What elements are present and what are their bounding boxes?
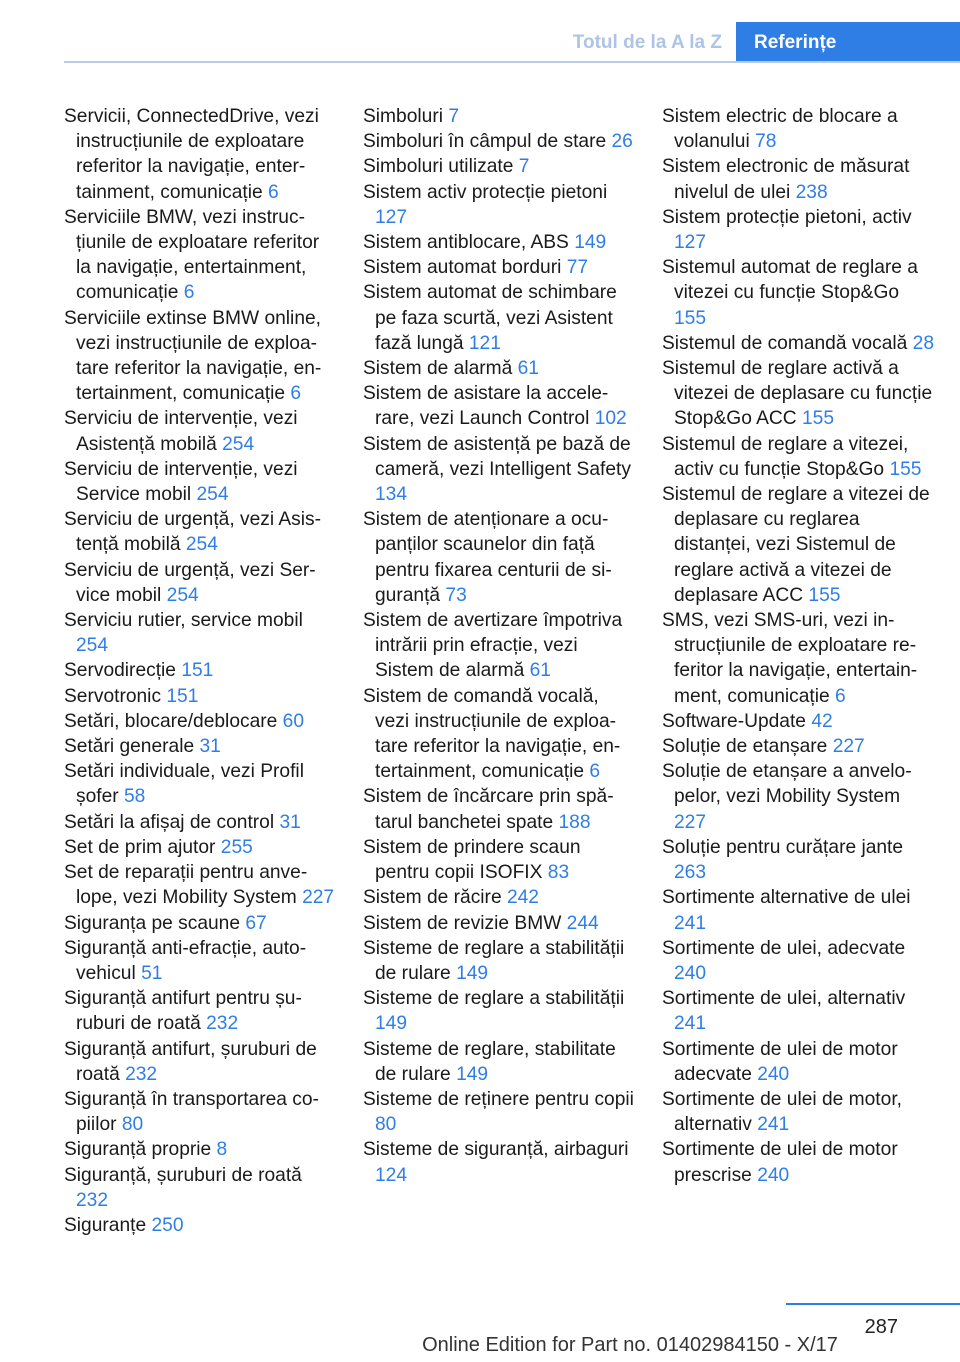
index-entry bbox=[64, 306, 336, 407]
index-entry bbox=[363, 784, 635, 834]
index-entry bbox=[64, 406, 336, 456]
index-entry-text: Set de prim ajutor bbox=[64, 836, 216, 858]
index-entry bbox=[64, 558, 336, 608]
index-page-link[interactable]: 263 bbox=[674, 862, 707, 884]
index-entry bbox=[662, 154, 934, 204]
index-entry bbox=[363, 381, 635, 431]
index-entry bbox=[64, 810, 336, 835]
index-column-2 bbox=[363, 104, 635, 1188]
section-title: Totul de la A la Z bbox=[572, 32, 722, 53]
index-entry bbox=[363, 356, 635, 381]
index-entry bbox=[662, 936, 934, 986]
index-entry bbox=[64, 936, 336, 986]
index-entry bbox=[363, 1137, 635, 1187]
index-page-link[interactable]: 155 bbox=[674, 307, 707, 329]
index-entry-text: Sistemul automat de reglare a vitezei cu funcție Stop&Go bbox=[662, 257, 918, 304]
index-entry-text: Serviciu rutier, service mobil bbox=[64, 610, 303, 632]
index-page-link[interactable]: 6 bbox=[589, 761, 601, 783]
index-page-link[interactable]: 238 bbox=[795, 181, 828, 203]
index-entry-text: Sistem de revizie BMW bbox=[363, 912, 562, 934]
index-page-link[interactable]: 240 bbox=[757, 1164, 790, 1186]
index-page-link[interactable]: 151 bbox=[181, 660, 214, 682]
index-entry bbox=[363, 255, 635, 280]
index-entry bbox=[64, 205, 336, 306]
index-page-link[interactable]: 254 bbox=[222, 433, 255, 455]
index-entry bbox=[64, 911, 336, 936]
index-entry bbox=[64, 1213, 336, 1238]
index-entry-text: Siguranță antifurt, șuruburi de roată bbox=[64, 1038, 317, 1085]
index-entry-text: Simboluri utilizate bbox=[363, 156, 514, 178]
index-entry-text: Sortimente de ulei, alternativ bbox=[662, 988, 906, 1010]
index-page-link[interactable]: 127 bbox=[375, 206, 408, 228]
index-entry bbox=[662, 608, 934, 709]
index-entry-text: Siguranță antifurt pentru șuruburi de roată bbox=[64, 988, 302, 1035]
index-page-link[interactable]: 240 bbox=[674, 962, 707, 984]
index-page-link[interactable]: 6 bbox=[835, 685, 846, 707]
index-page-link[interactable]: 244 bbox=[566, 912, 599, 934]
index-entry bbox=[64, 1087, 336, 1137]
index-entry bbox=[662, 885, 934, 935]
index-entry bbox=[662, 482, 934, 608]
index-entry-text: Sistemul de comandă vocală bbox=[662, 332, 908, 354]
index-entry bbox=[363, 986, 635, 1036]
index-page-link[interactable]: 127 bbox=[674, 232, 707, 254]
index-page-link[interactable]: 149 bbox=[574, 232, 607, 254]
index-entry-text: Soluție de etanșare a anvelopelor, vezi Mobility System bbox=[662, 761, 912, 808]
index-page-link[interactable]: 134 bbox=[375, 484, 408, 506]
index-page-link[interactable]: 78 bbox=[755, 131, 777, 153]
index-page-link[interactable]: 51 bbox=[141, 962, 163, 984]
index-entry bbox=[363, 1037, 635, 1087]
index-column-3 bbox=[662, 104, 934, 1188]
index-page-link[interactable]: 254 bbox=[196, 484, 229, 506]
index-entry-text: Serviciile extinse BMW online, vezi instrucțiunile de exploatare referitor la navigație, entertainment, comunicație bbox=[64, 307, 322, 405]
index-entry-text: Sistem electronic de măsurat nivelul de ulei bbox=[662, 156, 910, 203]
index-entry-text: Setări, blocare/deblocare bbox=[64, 710, 278, 732]
index-entry-text: Sortimente alternative de ulei bbox=[662, 887, 911, 909]
index-page-link[interactable]: 26 bbox=[611, 131, 633, 153]
index-entry-text: Servotronic bbox=[64, 685, 162, 707]
index-entry bbox=[662, 759, 934, 835]
index-entry bbox=[64, 1037, 336, 1087]
index-entry-text: Set de reparații pentru anvelope, vezi Mobility System bbox=[64, 862, 308, 909]
index-entry-text: Servodirecție bbox=[64, 660, 176, 682]
index-entry bbox=[363, 1087, 635, 1137]
index-page-link[interactable]: 250 bbox=[151, 1214, 184, 1236]
index-entry-text: Siguranța pe scaune bbox=[64, 912, 241, 934]
index-entry bbox=[363, 885, 635, 910]
index-page-link[interactable]: 42 bbox=[811, 710, 833, 732]
index-page-link[interactable]: 188 bbox=[558, 811, 591, 833]
index-entry-text: Serviciu de urgență, vezi Asistență mobilă bbox=[64, 509, 322, 556]
index-page-link[interactable]: 149 bbox=[375, 1013, 408, 1035]
index-entry-text: Sistem de prindere scaun pentru copii ISOFIX bbox=[363, 836, 581, 884]
index-entry-text: Simboluri bbox=[363, 106, 443, 127]
index-entry-text: Sortimente de ulei, adecvate bbox=[662, 937, 906, 959]
index-entry bbox=[363, 684, 635, 785]
index-page-link[interactable]: 232 bbox=[206, 1013, 239, 1035]
index-entry bbox=[363, 104, 635, 129]
index-entry bbox=[662, 255, 934, 331]
index-entry bbox=[363, 154, 635, 179]
index-page-link[interactable]: 61 bbox=[529, 660, 551, 682]
index-page-link[interactable]: 102 bbox=[594, 408, 627, 430]
index-entry-text: Sistemul de reglare a vitezei, activ cu funcție Stop&Go bbox=[662, 433, 909, 480]
index-entry-text: Servicii, ConnectedDrive, vezi instrucțiunile de exploatare referitor la navigație, entertainment, comunicație bbox=[64, 106, 319, 203]
index-page-link[interactable]: 241 bbox=[757, 1114, 790, 1136]
index-page-link[interactable]: 73 bbox=[445, 584, 467, 606]
index-entry-text: Sortimente de ulei de motor prescrise bbox=[662, 1139, 898, 1186]
index-entry-text: Soluție de etanșare bbox=[662, 736, 828, 758]
index-entry bbox=[64, 860, 336, 910]
index-entry bbox=[64, 608, 336, 658]
index-entry bbox=[64, 658, 336, 683]
index-page-link[interactable]: 149 bbox=[456, 1063, 489, 1085]
index-entry-text: Sisteme de siguranță, airbaguri bbox=[363, 1139, 629, 1161]
index-entry-text: Sistemul de reglare activă a vitezei de deplasare cu funcție Stop&Go ACC bbox=[662, 358, 933, 430]
index-entry bbox=[363, 608, 635, 684]
index-entry-text: Simboluri în câmpul de stare bbox=[363, 131, 607, 153]
index-page-link[interactable]: 254 bbox=[185, 534, 218, 556]
index-page-link[interactable]: 254 bbox=[76, 635, 109, 657]
index-entry bbox=[64, 507, 336, 557]
index-entry bbox=[363, 129, 635, 154]
index-entry-text: Sistem de atenționare a ocupanților scaunelor din față pentru fixarea centurii de siguranță bbox=[363, 509, 612, 606]
index-page-link[interactable]: 58 bbox=[124, 786, 146, 808]
index-entry-text: Sistem automat de schimbare pe faza scurtă, vezi Asistent fază lungă bbox=[363, 282, 617, 354]
index-entry bbox=[662, 835, 934, 885]
index-entry-text: Sistem de alarmă bbox=[363, 358, 513, 380]
index-entry bbox=[662, 1087, 934, 1137]
index-entry-text: Sistem automat borduri bbox=[363, 257, 562, 279]
index-entry-text: Sistem de asistare la accelerare, vezi Launch Control bbox=[363, 383, 609, 430]
index-entry-text: Software-Update bbox=[662, 710, 806, 732]
index-page-link[interactable]: 67 bbox=[245, 912, 267, 934]
index-page-link[interactable]: 60 bbox=[282, 710, 305, 732]
index-entry-text: Setări la afișaj de control bbox=[64, 811, 275, 833]
index-page-link[interactable]: 31 bbox=[279, 811, 301, 833]
index-entry bbox=[64, 1137, 336, 1162]
index-page-link[interactable]: 241 bbox=[674, 1013, 707, 1035]
index-entry bbox=[363, 432, 635, 508]
index-entry bbox=[662, 734, 934, 759]
index-page-link[interactable]: 151 bbox=[166, 685, 199, 707]
index-page-link[interactable]: 227 bbox=[674, 811, 707, 833]
index-entry-text: Soluție pentru curățare jante bbox=[662, 836, 904, 858]
index-entry-text: Sistem protecție pietoni, activ bbox=[662, 206, 912, 228]
index-column-1 bbox=[64, 104, 336, 1238]
index-entry-text: Sisteme de reglare a stabilității bbox=[363, 988, 625, 1010]
index-page-link[interactable]: 124 bbox=[375, 1164, 408, 1186]
index-entry-text: Sistem de comandă vocală, vezi instrucțiunile de exploatare referitor la navigație, entertainment, comunicație bbox=[363, 685, 621, 783]
index-entry bbox=[363, 230, 635, 255]
index-page-link[interactable]: 242 bbox=[506, 887, 539, 909]
index-entry bbox=[64, 835, 336, 860]
index-entry-text: Sistem activ protecție pietoni bbox=[363, 181, 608, 203]
index-entry bbox=[662, 986, 934, 1036]
index-entry-text: Setări individuale, vezi Profil șofer bbox=[64, 761, 304, 808]
index-entry-text: Sortimente de ulei de motor adecvate bbox=[662, 1038, 898, 1085]
index-entry bbox=[64, 1163, 336, 1213]
index-page-link[interactable]: 7 bbox=[518, 156, 530, 178]
index-entry bbox=[662, 432, 934, 482]
index-page-link[interactable]: 255 bbox=[220, 836, 253, 858]
index-entry bbox=[64, 104, 336, 205]
index-entry bbox=[662, 331, 934, 356]
index-page-link[interactable]: 149 bbox=[456, 962, 489, 984]
index-entry bbox=[64, 684, 336, 709]
index-entry-text: Sistem electric de blocare a volanului bbox=[662, 106, 898, 153]
index-entry bbox=[363, 507, 635, 608]
page-number: 287 bbox=[864, 1316, 898, 1338]
index-entry bbox=[363, 280, 635, 356]
index-entry-text: Sortimente de ulei de motor, alternativ bbox=[662, 1088, 902, 1136]
index-entry bbox=[64, 986, 336, 1036]
index-entry bbox=[662, 205, 934, 255]
index-page-link[interactable]: 80 bbox=[375, 1114, 397, 1136]
index-page-link[interactable]: 83 bbox=[547, 862, 570, 884]
index-entry-text: Setări generale bbox=[64, 736, 195, 758]
page-header bbox=[0, 0, 960, 64]
section-tab-referinte: Referințe bbox=[736, 22, 960, 63]
index-entry bbox=[64, 734, 336, 759]
index-page-link[interactable]: 8 bbox=[216, 1139, 228, 1161]
index-entry-text: Sistem de răcire bbox=[363, 887, 502, 909]
index-entry-text: Serviciile BMW, vezi instrucțiunile de exploatare referitor la navigație, entertainment, comunicație bbox=[64, 206, 320, 304]
index-entry bbox=[662, 1137, 934, 1187]
index-entry-text: Siguranță proprie bbox=[64, 1139, 212, 1161]
index-entry-text: Sistemul de reglare a vitezei de deplasare cu reglarea distanței, vezi Sistemul de reglare activă a vitezei de deplasare ACC bbox=[662, 484, 930, 606]
index-entry-text: Sistem antiblocare, ABS bbox=[363, 232, 569, 254]
index-entry-text: Serviciu de intervenție, vezi Asistență mobilă bbox=[64, 408, 298, 455]
footer-edition: Online Edition for Part no. 01402984150 - X/17 bbox=[422, 1334, 838, 1356]
index-entry-text: Siguranțe bbox=[64, 1214, 147, 1236]
index-entry-text: Sistem de asistență pe bază de cameră, vezi Intelligent Safety bbox=[363, 433, 631, 480]
index-entry-text: Serviciu de intervenție, vezi Service mobil bbox=[64, 458, 298, 506]
index-entry-text: Sisteme de reglare a stabilității de rulare bbox=[363, 937, 625, 984]
index-page-link[interactable]: 77 bbox=[566, 257, 589, 279]
index-page-link[interactable]: 6 bbox=[267, 181, 279, 203]
index-entry-text: SMS, vezi SMS-uri, vezi instrucțiunile de exploatare referitor la navigație, entertainment, comunicație bbox=[662, 610, 918, 707]
index-page-link[interactable]: 61 bbox=[517, 358, 539, 380]
index-page-link[interactable]: 80 bbox=[121, 1114, 144, 1136]
index-entry bbox=[64, 709, 336, 734]
index-entry-text: Serviciu de urgență, vezi Service mobil bbox=[64, 559, 316, 606]
index-entry bbox=[363, 936, 635, 986]
index-page-link[interactable]: 155 bbox=[808, 584, 841, 606]
index-page-link[interactable]: 31 bbox=[199, 736, 221, 758]
index-page-link[interactable]: 227 bbox=[832, 736, 865, 758]
index-page-link[interactable]: 28 bbox=[912, 332, 934, 354]
index-entry bbox=[363, 835, 635, 885]
index-page-link[interactable]: 7 bbox=[448, 106, 459, 127]
index-entry bbox=[662, 709, 934, 734]
index-entry bbox=[662, 356, 934, 432]
index-entry-text: Sisteme de reținere pentru copii bbox=[363, 1088, 634, 1110]
index-entry-text: Siguranță în transportarea copiilor bbox=[64, 1088, 319, 1136]
index-entry bbox=[662, 1037, 934, 1087]
index-page-link[interactable]: 254 bbox=[166, 584, 199, 606]
index-page-link[interactable]: 232 bbox=[76, 1189, 109, 1211]
index-page-link[interactable]: 155 bbox=[802, 408, 835, 430]
index-entry-text: Sistem de încărcare prin spătarul banchetei spate bbox=[363, 786, 614, 833]
footer-rule bbox=[786, 1303, 960, 1305]
index-entry-text: Sistem de avertizare împotriva intrării prin efracție, vezi Sistem de alarmă bbox=[363, 610, 623, 682]
index-page-link[interactable]: 240 bbox=[757, 1063, 790, 1085]
index-page-link[interactable]: 121 bbox=[468, 332, 501, 354]
index-entry bbox=[64, 457, 336, 507]
index-page-link[interactable]: 232 bbox=[125, 1063, 158, 1085]
index-entry-text: Siguranță anti-efracție, autovehicul bbox=[64, 937, 307, 984]
index-entry bbox=[64, 759, 336, 809]
index-page-link[interactable]: 155 bbox=[889, 458, 922, 480]
index-entry bbox=[363, 911, 635, 936]
index-entry-text: Siguranță, șuruburi de roată bbox=[64, 1164, 302, 1186]
index-entry bbox=[363, 180, 635, 230]
header-rule bbox=[64, 61, 960, 63]
index-page-link[interactable]: 6 bbox=[290, 383, 302, 405]
index-page-link[interactable]: 241 bbox=[674, 912, 707, 934]
index-page-link[interactable]: 6 bbox=[183, 282, 195, 304]
index-entry bbox=[662, 104, 934, 154]
index-entry-text: Sisteme de reglare, stabilitate de rulare bbox=[363, 1038, 616, 1085]
index-page-link[interactable]: 227 bbox=[302, 887, 335, 909]
